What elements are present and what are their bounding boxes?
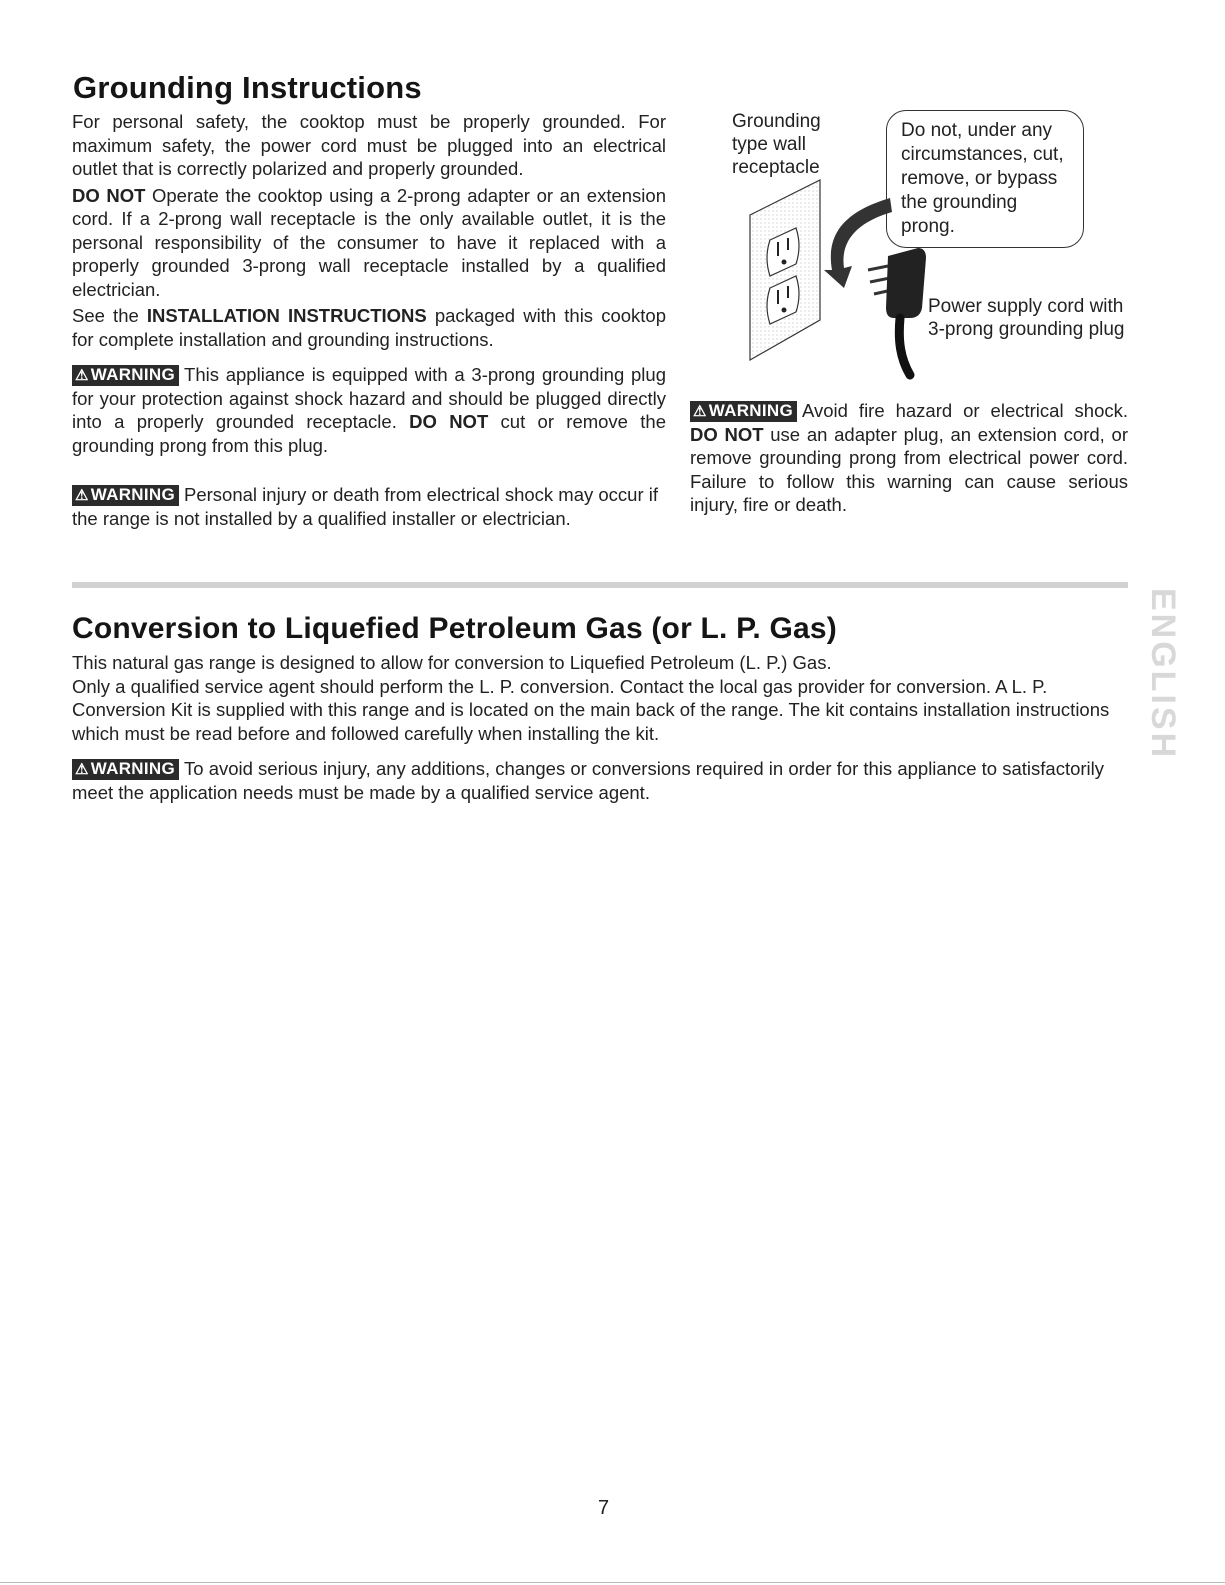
- do-not-callout: Do not, under any circumstances, cut, remove, or bypass the grounding prong.: [886, 110, 1084, 248]
- warning1-bold: DO NOT: [409, 411, 489, 432]
- warning3-text: Avoid fire hazard or electrical shock.: [802, 400, 1128, 421]
- conversion-text-column: [72, 651, 1122, 804]
- installation-instructions-label: INSTALLATION INSTRUCTIONS: [146, 305, 427, 326]
- warning-badge: [72, 485, 179, 506]
- warning-grounding-plug: [72, 363, 666, 457]
- warning-badge: [690, 401, 797, 422]
- warning-badge-label: WARNING: [90, 365, 176, 384]
- warning-badge-label: WARNING: [90, 759, 176, 778]
- warning-triangle-icon: ⚠: [75, 761, 89, 778]
- grounding-do-not-paragraph: [72, 184, 666, 302]
- warning-badge: [72, 365, 179, 386]
- warning3-text-end: use an adapter plug, an extension cord, or remove grounding prong from electrical power cord. Failure to follow this warning can cause serious injury, fire or death.: [690, 423, 1128, 515]
- outlet-plug-illustration: [740, 170, 950, 380]
- conversion-paragraph-2: Only a qualified service agent should perform the L. P. conversion. Contact the local gas provider for conversion. A L. P. Conversion Kit is supplied with this range and is located on the main back of the range. The kit contains installation instructions which must be read before and followed carefully when installing the kit.: [72, 675, 1110, 744]
- section-title-grounding: Grounding Instructions: [73, 70, 422, 105]
- warning-triangle-icon: ⚠: [75, 367, 89, 384]
- warning-badge-label: WARNING: [708, 401, 794, 420]
- warning3-bold: DO NOT: [690, 423, 764, 445]
- wall-plate-icon: [750, 180, 820, 360]
- grounding-text-column: [72, 110, 666, 530]
- section-divider: [72, 582, 1128, 588]
- bottom-rule: [0, 1582, 1225, 1583]
- warning-triangle-icon: ⚠: [75, 487, 89, 504]
- warning2-text: Personal injury or death from electrical shock may occur if the range is not installed by a qualified installer or electrician.: [72, 484, 659, 529]
- warning-triangle-icon: ⚠: [693, 403, 707, 420]
- see-rest-text: packaged with this cooktop for complete installation and grounding instructions.: [72, 305, 666, 350]
- plug-label-line2: 3-prong grounding plug: [928, 319, 1125, 340]
- warning-fire-hazard: [690, 399, 1128, 517]
- do-not-label: DO NOT: [72, 184, 146, 206]
- see-the-text: See the: [72, 305, 147, 326]
- plug-label-line1: Power supply cord with: [928, 296, 1124, 317]
- warning1-text-end: cut or remove the grounding prong from this plug.: [72, 411, 666, 456]
- conversion-warning-text: To avoid serious injury, any additions, changes or conversions required in order for this appliance to satisfactorily meet the application needs must be made by a qualified service agent.: [72, 758, 1105, 803]
- warning-badge: [72, 759, 179, 780]
- warning1-text: This appliance is equipped with a 3-prong grounding plug for your protection against shock hazard and should be plugged directly into a properly grounded receptacle.: [72, 364, 666, 432]
- conversion-paragraph-1: This natural gas range is designed to allow for conversion to Liquefied Petroleum (L. P.) Gas.: [72, 652, 832, 673]
- warning-badge-label: WARNING: [90, 485, 176, 504]
- page-number: 7: [598, 1497, 610, 1519]
- plug-label: [928, 295, 1158, 341]
- see-installation-paragraph: [72, 304, 666, 351]
- do-not-text: Operate the cooktop using a 2-prong adapter or an extension cord. If a 2-prong wall receptacle is the only available outlet, it is the personal responsibility of the consumer to have it replaced with a properly grounded 3-prong wall receptacle installed by a qualified electrician.: [72, 184, 666, 300]
- plug-icon: [868, 248, 926, 375]
- section-title-conversion: Conversion to Liquefied Petroleum Gas (or L. P. Gas): [72, 612, 837, 645]
- conversion-warning: [72, 757, 1122, 804]
- arrow-icon: [824, 198, 892, 288]
- warning-electrical-shock: [72, 483, 666, 530]
- grounding-intro: For personal safety, the cooktop must be properly grounded. For maximum safety, the power cord must be plugged into an electrical outlet that is correctly polarized and properly grounded.: [72, 111, 666, 179]
- receptacle-label: Grounding type wall receptacle: [732, 111, 821, 178]
- language-side-tab: ENGLISH: [1144, 588, 1182, 761]
